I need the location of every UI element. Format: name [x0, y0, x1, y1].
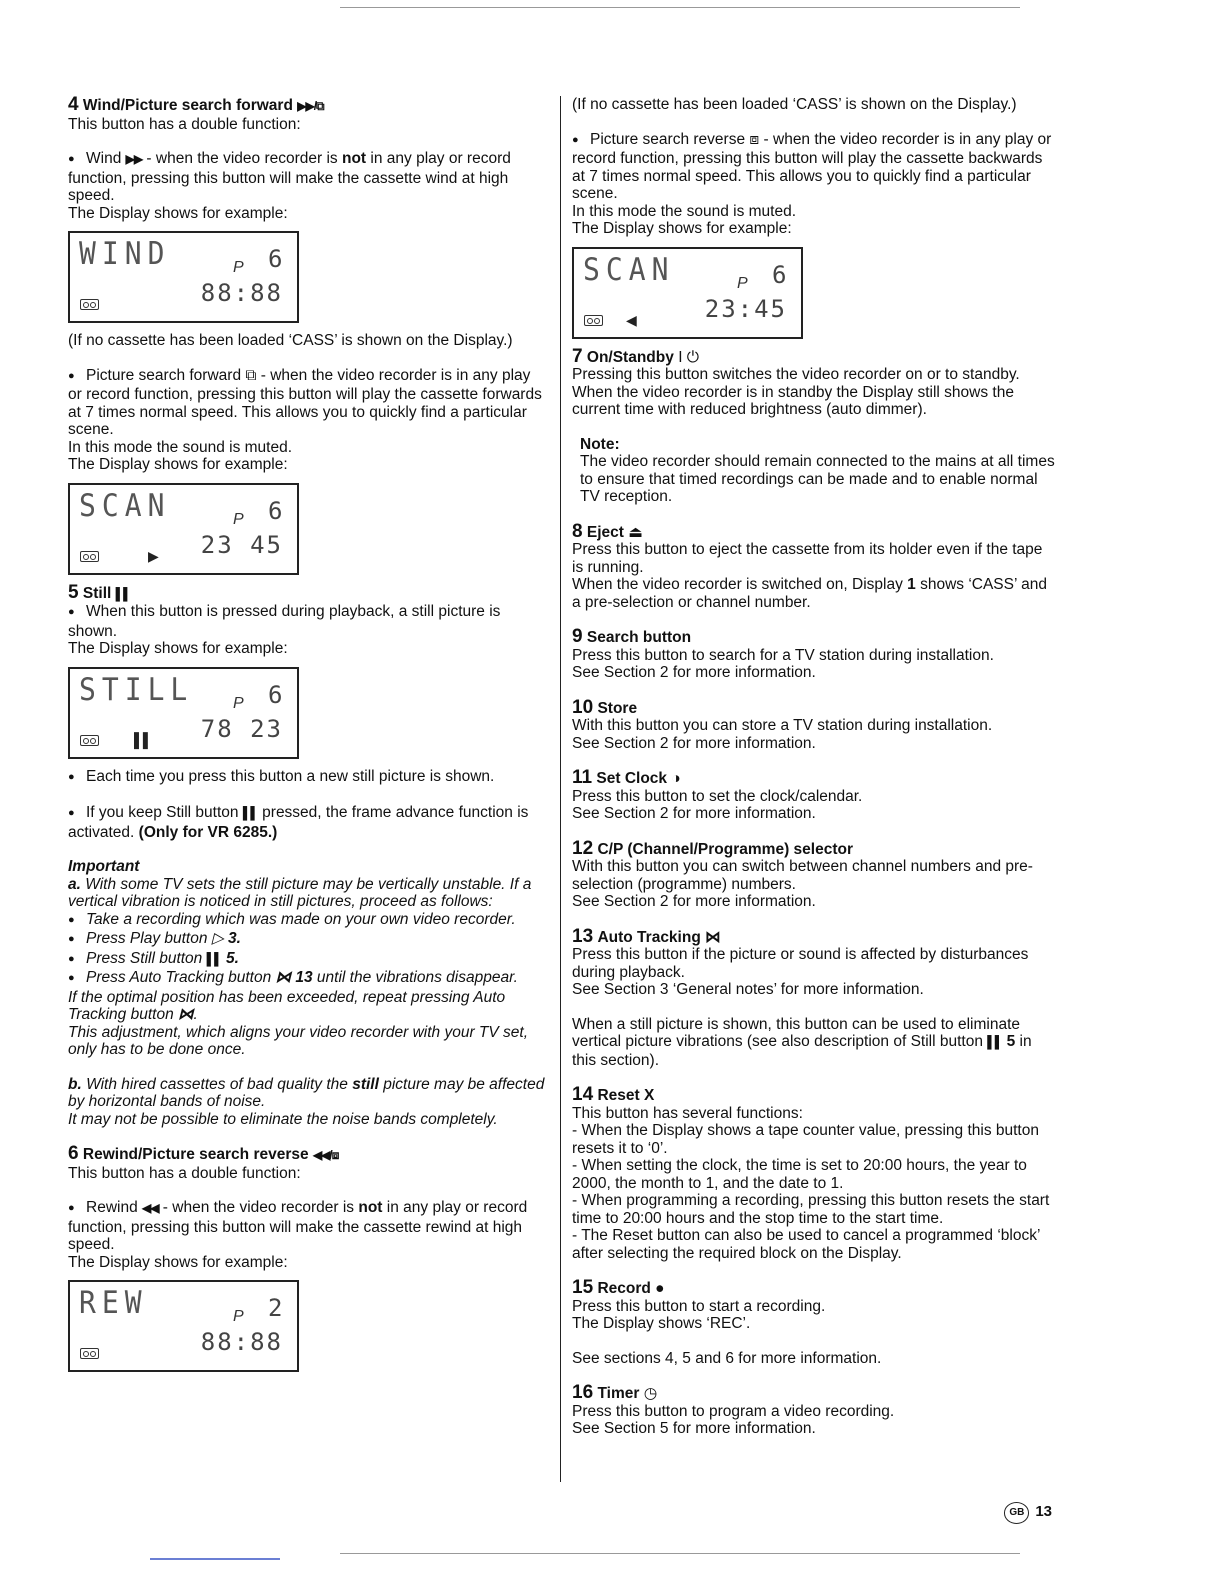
picture-search-forward-bullet: ●Picture search forward ⧉ - when the video recorder is in any play or record function, pressing this button will play the cassette forwards at 7 times normal speed. This allows you to quickly find a particular scene.	[68, 367, 548, 439]
section-11-heading: 11 Set Clock ◑	[572, 767, 681, 788]
pause-indicator-icon: ▌▌	[134, 731, 152, 748]
bullet-icon	[68, 1199, 86, 1219]
bullet-icon	[68, 367, 86, 387]
still-icon: ▌▌	[206, 951, 222, 966]
play-icon: ▷	[211, 930, 224, 947]
display-scan-forward: SCAN P 6 ▶ 23 45	[68, 483, 299, 575]
display-still: STILL P 6 ▌▌ 78 23	[68, 667, 299, 759]
reverse-indicator-icon: ◀	[626, 311, 637, 328]
column-divider	[560, 96, 561, 1482]
cassette-icon	[80, 551, 99, 562]
still-icon: ▌▌	[987, 1035, 1003, 1049]
section-5-heading: 5 Still ▌▌	[68, 581, 131, 603]
display-wind: WIND P 6 88:88	[68, 231, 299, 323]
clock-icon: ◑	[671, 770, 681, 787]
auto-tracking-icon: ⋈	[178, 1006, 194, 1023]
display-rewind: REW P 2 88:88	[68, 1280, 299, 1372]
cassette-icon	[584, 315, 603, 326]
cassette-icon	[80, 735, 99, 746]
bottom-scan-line	[340, 1553, 1020, 1554]
bullet-icon	[68, 603, 86, 623]
left-column: 4 Wind/Picture search forward ▶▶/⧉ This button has a double function: ●Wind ▶▶ - when the video recorder is not in any play or record function, pressing this button will make the cassette wind at high speed. The Display shows for example: WIND P 6 88:88 (If no cassette has been loaded ‘CASS’ is shown on the Display.) ●Picture search forward ⧉ - when the video recorder is in any play or record function, pressing this button will play the cassette forwards at 7 times normal speed. This allows you to quickly find a particular scene. In this mode the sound is muted. The Display shows for example: SCAN P 6 ▶ 23 45 5 Still ▌▌ ●When this button is pressed during playback, a still picture is shown. The Display shows for example: STILL P 6 ▌▌ 78 23 ●Each time you press this button a new still picture is shown. ●If you keep Still button ▌▌ pressed, the frame advance function is activated. (Only for VR 6285.) Important a. With some TV sets the still picture may be vertically unstable. If a vertical vibration is noticed in still pictures, proceed as follows: ●Take a recording which was made on your own video recorder. ●Press Play button ▷ 3. ●Press Still button ▌▌ 5. ●Press Auto Tracking button ⋈ 13 until the vibrations disappear. If the optimal position has been exceeded, repeat pressing Auto Tracking button ⋈. This adjustment, which aligns your video recorder with your TV set, only has to be done once. b. With hired cassettes of bad quality the still picture may be affected by horizontal bands of noise. It may not be possible to eliminate the noise bands completely. 6 Rewind/Picture search reverse ◀◀/⧈ This button has a double function: ●Rewind ◀◀ - when the video recorder is not in any play or record function, pressing this button will make the cassette rewind at high speed. The Display shows for example: REW P 2 88:88	[68, 96, 548, 1381]
section-12-heading: 12 C/P (Channel/Programme) selector	[572, 837, 853, 859]
section-13-heading: 13 Auto Tracking ⋈	[572, 925, 721, 947]
still-icon: ▌▌	[242, 806, 258, 820]
bullet-icon	[572, 131, 590, 151]
wind-forward-icon: ▶▶/⧉	[297, 99, 324, 113]
section-7-heading: 7 On/Standby I ⏻	[572, 345, 700, 367]
play-indicator-icon: ▶	[148, 547, 159, 564]
cassette-icon	[80, 299, 99, 310]
important-box: Important a. With some TV sets the still picture may be vertically unstable. If a vertical vibration is noticed in still pictures, proceed as follows: ●Take a recording which was made on your own video recorder. ●Press Play button ▷ 3. ●Press Still button ▌▌ 5. ●Press Auto Tracking button ⋈ 13 until the vibrations disappear. If the optimal position has been exceeded, repeat pressing Auto Tracking button ⋈. This adjustment, which aligns your video recorder with your TV set, only has to be done once. b. With hired cassettes of bad quality the still picture may be affected by horizontal bands of noise. It may not be possible to eliminate the noise bands completely.	[68, 858, 548, 1128]
right-column: (If no cassette has been loaded ‘CASS’ is shown on the Display.) ●Picture search reverse ⧈ - when the video recorder is in any play or record function, pressing this button will play the cassette backwards at 7 times normal speed. This allows you to quickly find a particular scene. In this mode the sound is muted. The Display shows for example: SCAN P 6 ◀ 23:45 7 On/Standby I ⏻ Pressing this button switches the video recorder on or to standby. When the video recorder is in standby the Display still shows the current time with reduced brightness (auto dimmer). Note: The video recorder should remain connected to the mains at all times to ensure that timed recordings can be made and to enable normal TV reception. 8 Eject ⏏ Press this button to eject the cassette from its holder even if the tape is running. When the video recorder is switched on, Display 1 shows ‘CASS’ and a pre-selection or channel number. 9 Search button Press this button to search for a TV station during installation. See Section 2 for more information. 10 Store With this button you can store a TV station during installation. See Section 2 for more information. 11 Set Clock ◑ Press this button to set the clock/calendar. See Section 2 for more information. 12 C/P (Channel/Programme) selector With this button you can switch between channel numbers and pre-selection (programme) numbers. See Section 2 for more information. 13 Auto Tracking ⋈ Press this button if the picture or sound is affected by disturbances during playback. See Section 3 ‘General notes’ for more information. When a still picture is shown, this button can be used to eliminate vertical picture vibrations (see also description of Still button ▌▌ 5 in this section). 14 Reset X This button has several functions: - When the Display shows a tape counter value, pressing this button resets it to ‘0’. - When setting the clock, the time is set to 20:00 hours, the year to 2000, the month to 1, and the date to 1. - When programming a recording, pressing this button resets the start time to 20:00 hours and the stop time to the start time. - The Reset button can also be used to cancel a programmed ‘block’ after selecting the required block on the Display. 15 Record ● Press this button to start a recording. The Display shows ‘REC’. See sections 4, 5 and 6 for more information. 16 Timer ◷ Press this button to program a video recording. See Section 5 for more information.	[572, 96, 1057, 1438]
section-6-heading: 6 Rewind/Picture search reverse ◀◀/⧈	[68, 1143, 339, 1164]
wind-bullet: ●Wind ▶▶ - when the video recorder is not in any play or record function, pressing this button will make the cassette wind at high speed.	[68, 150, 548, 205]
bullet-icon	[68, 768, 86, 788]
timer-icon: ◷	[643, 1385, 658, 1402]
record-icon: ●	[655, 1280, 665, 1297]
section-8-heading: 8 Eject ⏏	[572, 520, 643, 542]
section-16-heading: 16 Timer ◷	[572, 1382, 658, 1403]
rewind-icon: ◀◀/⧈	[312, 1148, 339, 1162]
still-icon: ▌▌	[115, 586, 131, 601]
auto-tracking-icon: ⋈	[705, 928, 721, 946]
auto-tracking-icon: ⋈	[275, 969, 292, 986]
power-icon: I ⏻	[678, 348, 700, 366]
display-scan-reverse: SCAN P 6 ◀ 23:45	[572, 247, 803, 339]
cassette-icon	[80, 1348, 99, 1359]
bullet-icon	[68, 150, 86, 170]
top-scan-line	[340, 7, 1020, 8]
bullet-icon	[68, 804, 86, 824]
page-footer	[1004, 1502, 1052, 1524]
eject-icon: ⏏	[628, 523, 643, 541]
section-15-heading: 15 Record ●	[572, 1277, 665, 1298]
scan-artifact-bar	[150, 1558, 280, 1560]
section-10-heading: 10 Store	[572, 696, 638, 718]
section-9-heading: 9 Search button	[572, 626, 692, 647]
section-14-heading: 14 Reset X	[572, 1084, 655, 1105]
page-number: 13	[1035, 1503, 1052, 1520]
note-box: Note: The video recorder should remain connected to the mains at all times to ensure that timed recordings can be made and to enable normal TV reception.	[580, 435, 1055, 505]
section-4-heading: 4 Wind/Picture search forward ▶▶/⧉	[68, 94, 324, 115]
country-badge: GB	[1004, 1502, 1029, 1524]
